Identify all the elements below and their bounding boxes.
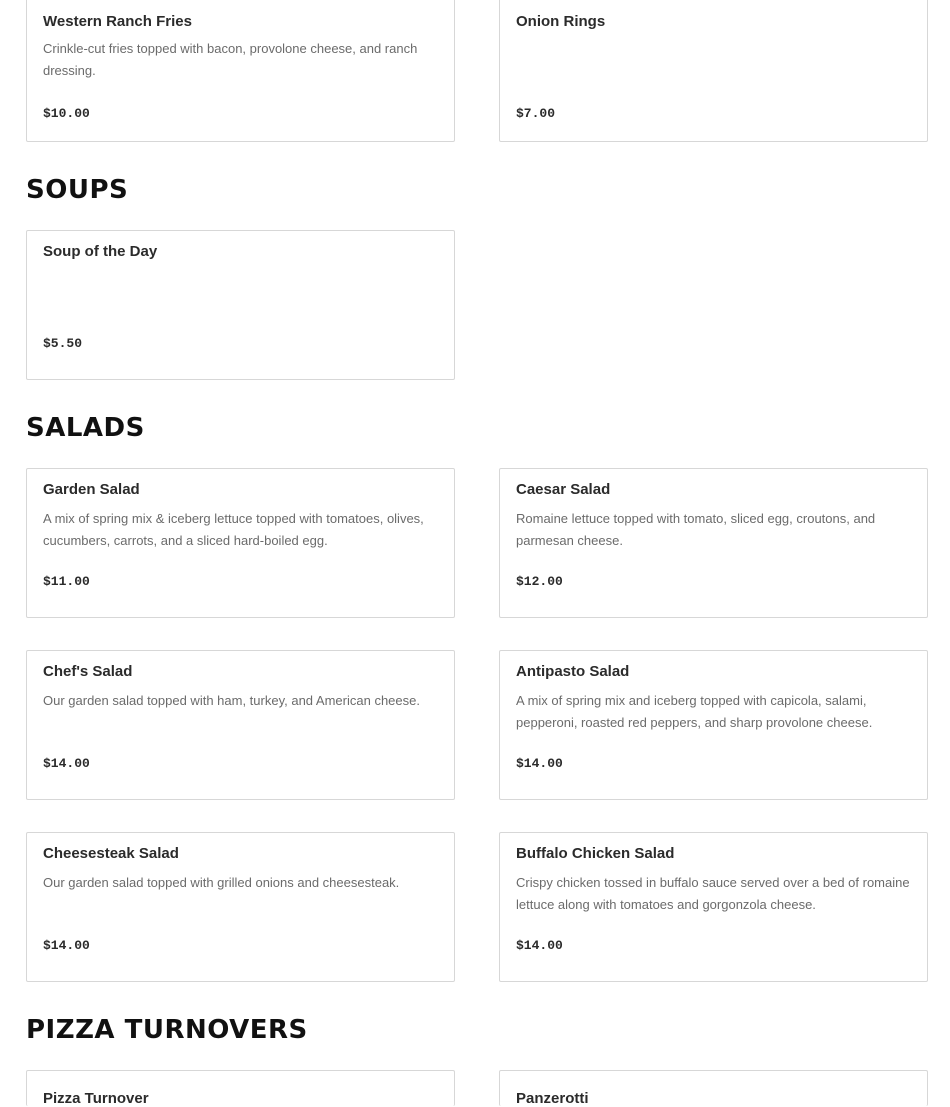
menu-item-card[interactable] — [499, 650, 928, 800]
menu-item-name: Caesar Salad — [516, 481, 611, 498]
menu-item-description: A mix of spring mix & iceberg lettuce topped with tomatoes, olives, cucumbers, carrots, and a sliced hard-boiled egg. — [43, 511, 424, 548]
menu-item-card[interactable] — [26, 1070, 455, 1106]
menu-item-price: $7.00 — [516, 106, 556, 121]
menu-item-price: $11.00 — [43, 574, 90, 589]
menu-item-name: Chef's Salad — [43, 663, 133, 680]
menu-item-card[interactable] — [26, 468, 455, 618]
menu-item-name: Soup of the Day — [43, 243, 158, 260]
menu-item-price: $5.50 — [43, 336, 83, 351]
menu-item-name: Antipasto Salad — [516, 663, 630, 680]
menu-item-card[interactable] — [499, 1070, 928, 1106]
menu-item-description: A mix of spring mix and iceberg topped with capicola, salami, pepperoni, roasted red peppers, and sharp provolone cheese. — [516, 693, 873, 730]
menu-item-description: Crinkle-cut fries topped with bacon, provolone cheese, and ranch dressing. — [43, 41, 418, 78]
menu-item-price: $14.00 — [43, 938, 90, 953]
menu-item-description: Romaine lettuce topped with tomato, sliced egg, croutons, and parmesan cheese. — [516, 511, 876, 548]
menu-item-card[interactable] — [26, 650, 455, 800]
menu-item-name: Cheesesteak Salad — [43, 845, 179, 862]
menu-item-price: $12.00 — [516, 574, 563, 589]
menu-item-name: Buffalo Chicken Salad — [516, 845, 675, 862]
menu-item-card[interactable] — [26, 230, 455, 380]
menu-item-name: Onion Rings — [516, 13, 606, 30]
menu-item-name: Garden Salad — [43, 481, 140, 498]
menu-item-description: Crispy chicken tossed in buffalo sauce served over a bed of romaine lettuce along with tomatoes and gorgonzola cheese. — [516, 875, 910, 912]
menu-item-card[interactable] — [26, 832, 455, 982]
menu-item-name: Panzerotti — [516, 1090, 589, 1107]
section-title-pizza-turnovers: PIZZA TURNOVERS — [26, 1015, 308, 1045]
menu-item-card[interactable] — [26, 0, 455, 142]
menu-item-card[interactable] — [499, 0, 928, 142]
menu-item-card[interactable] — [499, 832, 928, 982]
menu-item-price: $10.00 — [43, 106, 90, 121]
menu-item-description: Our garden salad topped with grilled onions and cheesesteak. — [43, 875, 400, 890]
menu-item-price: $14.00 — [516, 938, 563, 953]
section-title-salads: SALADS — [26, 413, 145, 443]
menu-item-name: Western Ranch Fries — [43, 13, 192, 30]
section-title-soups: SOUPS — [26, 175, 129, 205]
menu-item-price: $14.00 — [516, 756, 563, 771]
menu-item-description: Our garden salad topped with ham, turkey, and American cheese. — [43, 693, 420, 708]
menu-item-price: $14.00 — [43, 756, 90, 771]
menu-item-card[interactable] — [499, 468, 928, 618]
menu-item-name: Pizza Turnover — [43, 1090, 149, 1107]
